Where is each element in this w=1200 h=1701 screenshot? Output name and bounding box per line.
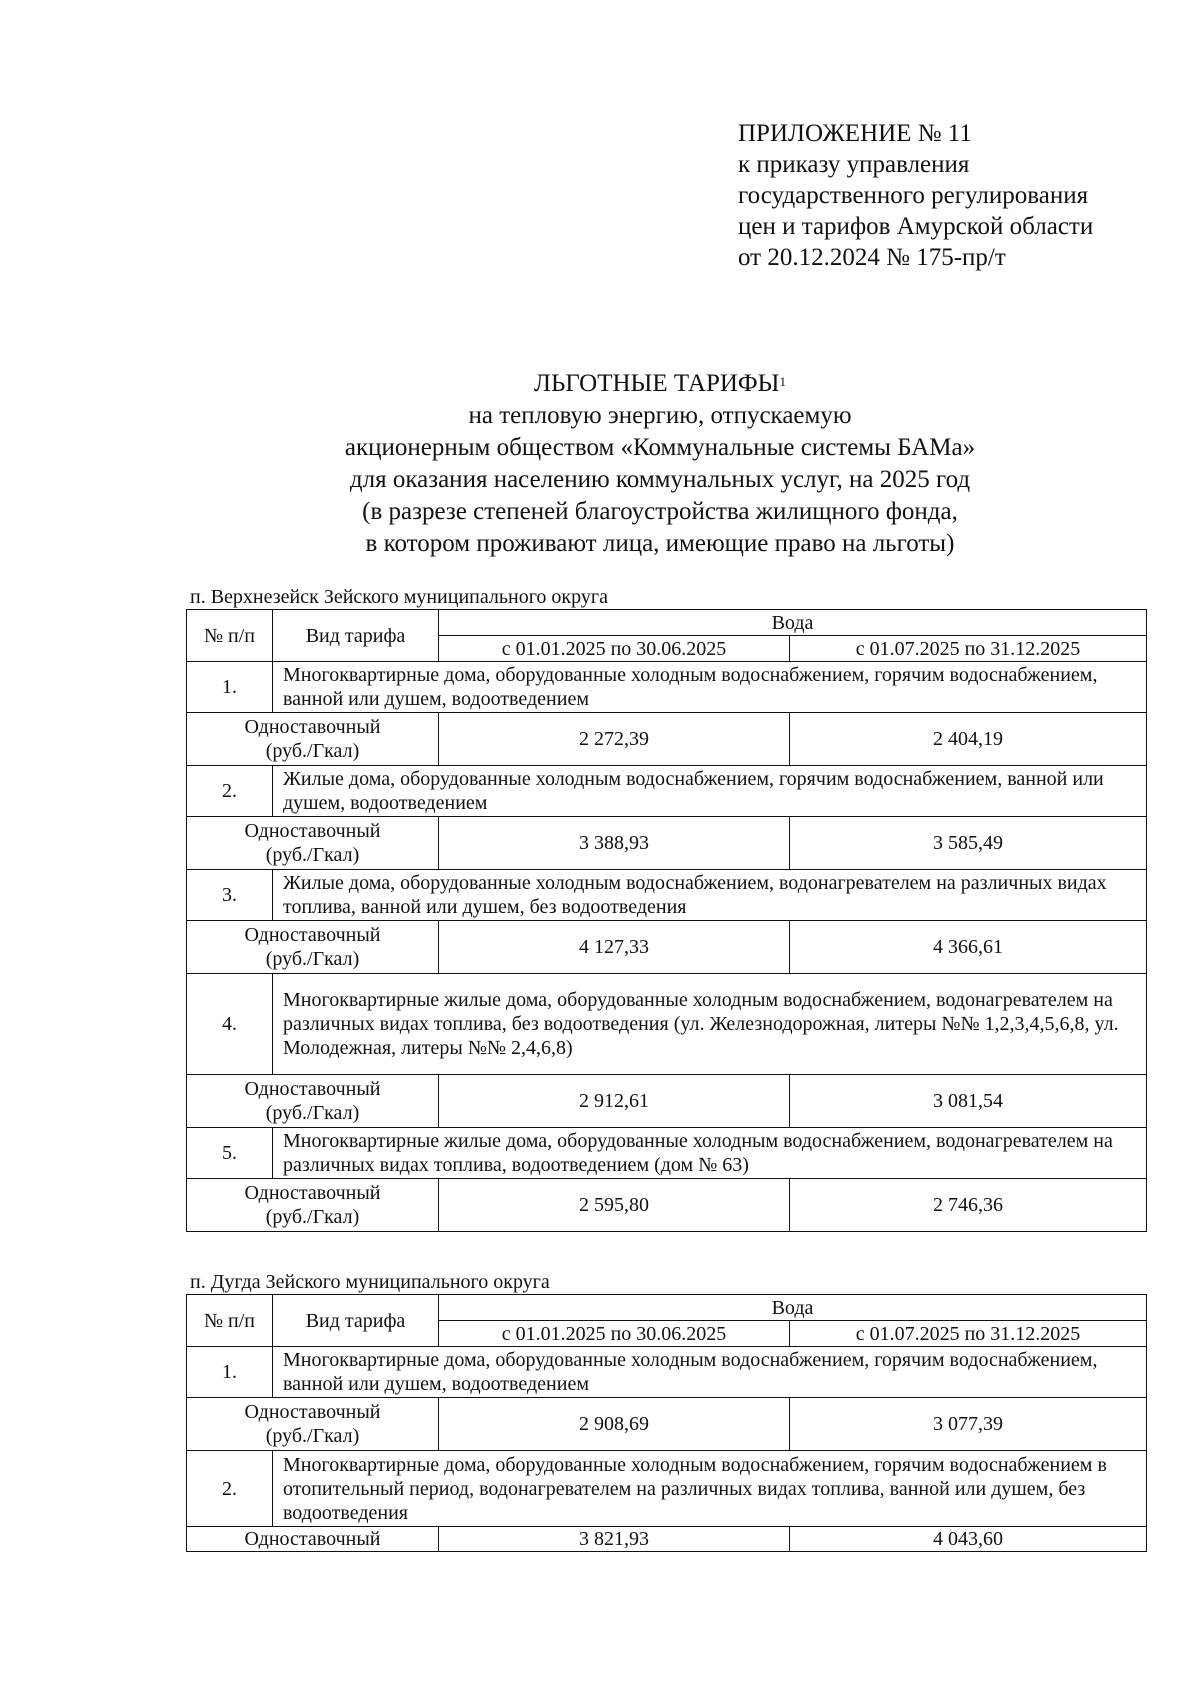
tariff-type: Одноставочный xyxy=(244,716,381,738)
tariff-type-cell xyxy=(187,1179,439,1232)
section-verkhnezeysk xyxy=(186,585,1146,1232)
title-main-text: ЛЬГОТНЫЕ ТАРИФЫ xyxy=(534,370,780,397)
header-num: № п/п xyxy=(187,610,273,662)
value-period-1: 2 272,39 xyxy=(439,713,790,766)
header-type: Вид тарифа xyxy=(273,1295,439,1347)
value-period-1: 2 912,61 xyxy=(439,1075,790,1128)
tariff-type: Одноставочный xyxy=(244,820,381,842)
tariff-type-cell xyxy=(187,1527,439,1552)
tariff-type-cell xyxy=(187,713,439,766)
value-period-1: 2 595,80 xyxy=(439,1179,790,1232)
appendix-line: к приказу управления xyxy=(738,151,970,178)
title-line: на тепловую энергию, отпускаемую xyxy=(468,402,852,429)
document-title xyxy=(160,368,1160,560)
tariff-unit: (руб./Гкал) xyxy=(265,1425,360,1447)
title-line: (в разрезе степеней благоустройства жилищного фонда, xyxy=(362,498,958,525)
group-num: 1. xyxy=(187,1347,273,1398)
appendix-line: цен и тарифов Амурской области xyxy=(738,213,1094,240)
appendix-line: от 20.12.2024 № 175-пр/т xyxy=(738,244,1006,271)
group-description: Многоквартирные жилые дома, оборудованные холодным водоснабжением, водонагревателем на различных видах топлива, без водоотведения (ул. Железнодорожная, литеры №№ 1,2,3,4,5,6,8, ул. Молодежная, литеры №№ 2,4,6,8) xyxy=(273,974,1147,1075)
tariff-unit: (руб./Гкал) xyxy=(265,948,360,970)
group-num: 2. xyxy=(187,1451,273,1527)
title-main xyxy=(160,368,1160,400)
group-description: Многоквартирные дома, оборудованные холодным водоснабжением, горячим водоснабжением в отопительный период, водонагревателем на различных видах топлива, ванной или душем, без водоотведения xyxy=(273,1451,1147,1527)
tariff-type: Одноставочный xyxy=(244,1401,381,1423)
tariff-unit: (руб./Гкал) xyxy=(265,1206,360,1228)
tariff-type-cell xyxy=(187,1075,439,1128)
tariff-type: Одноставочный xyxy=(244,924,381,946)
value-period-2: 3 081,54 xyxy=(790,1075,1147,1128)
appendix-line: государственного регулирования xyxy=(738,182,1089,209)
value-period-2: 2 404,19 xyxy=(790,713,1147,766)
value-period-2: 3 077,39 xyxy=(790,1398,1147,1451)
tariff-unit: (руб./Гкал) xyxy=(265,740,360,762)
value-period-1: 3 821,93 xyxy=(439,1527,790,1552)
group-description: Многоквартирные дома, оборудованные холодным водоснабжением, горячим водоснабжением, ванной или душем, водоотведением xyxy=(273,662,1147,713)
group-num: 3. xyxy=(187,870,273,921)
title-line: в котором проживают лица, имеющие право на льготы) xyxy=(365,530,955,557)
footnote-mark: 1 xyxy=(779,374,786,389)
tariff-type-cell xyxy=(187,1398,439,1451)
header-num: № п/п xyxy=(187,1295,273,1347)
group-description: Многоквартирные жилые дома, оборудованные холодным водоснабжением, водонагревателем на различных видах топлива, водоотведением (дом № 63) xyxy=(273,1128,1147,1179)
tariff-type-cell xyxy=(187,817,439,870)
header-water: Вода xyxy=(439,610,1147,636)
section-dugda xyxy=(186,1270,1146,1552)
title-line: для оказания населению коммунальных услуг, на 2025 год xyxy=(349,466,971,493)
tariff-type: Одноставочный xyxy=(244,1078,381,1100)
group-num: 4. xyxy=(187,974,273,1075)
appendix-line: ПРИЛОЖЕНИЕ № 11 xyxy=(738,120,972,147)
header-period-2: с 01.07.2025 по 31.12.2025 xyxy=(790,1321,1147,1347)
header-type: Вид тарифа xyxy=(273,610,439,662)
title-line: акционерным обществом «Коммунальные системы БАМа» xyxy=(344,434,976,461)
group-num: 5. xyxy=(187,1128,273,1179)
value-period-1: 3 388,93 xyxy=(439,817,790,870)
value-period-2: 3 585,49 xyxy=(790,817,1147,870)
tariff-table xyxy=(186,1294,1147,1552)
group-description: Жилые дома, оборудованные холодным водоснабжением, горячим водоснабжением, ванной или душем, водоотведением xyxy=(273,766,1147,817)
appendix-block xyxy=(738,118,1178,273)
section-title: п. Верхнезейск Зейского муниципального округа xyxy=(190,586,608,608)
value-period-1: 2 908,69 xyxy=(439,1398,790,1451)
value-period-2: 2 746,36 xyxy=(790,1179,1147,1232)
tariff-type-cell xyxy=(187,921,439,974)
group-num: 1. xyxy=(187,662,273,713)
group-num: 2. xyxy=(187,766,273,817)
value-period-1: 4 127,33 xyxy=(439,921,790,974)
group-description: Жилые дома, оборудованные холодным водоснабжением, водонагревателем на различных видах топлива, ванной или душем, без водоотведения xyxy=(273,870,1147,921)
tariff-table xyxy=(186,609,1147,1232)
header-period-2: с 01.07.2025 по 31.12.2025 xyxy=(790,636,1147,662)
header-period-1: с 01.01.2025 по 30.06.2025 xyxy=(439,636,790,662)
value-period-2: 4 366,61 xyxy=(790,921,1147,974)
tariff-unit: (руб./Гкал) xyxy=(265,1102,360,1124)
header-period-1: с 01.01.2025 по 30.06.2025 xyxy=(439,1321,790,1347)
value-period-2: 4 043,60 xyxy=(790,1527,1147,1552)
tariff-type: Одноставочный xyxy=(244,1528,381,1550)
header-water: Вода xyxy=(439,1295,1147,1321)
group-description: Многоквартирные дома, оборудованные холодным водоснабжением, горячим водоснабжением, ванной или душем, водоотведением xyxy=(273,1347,1147,1398)
tariff-unit: (руб./Гкал) xyxy=(265,844,360,866)
section-title: п. Дугда Зейского муниципального округа xyxy=(190,1271,550,1293)
tariff-type: Одноставочный xyxy=(244,1182,381,1204)
